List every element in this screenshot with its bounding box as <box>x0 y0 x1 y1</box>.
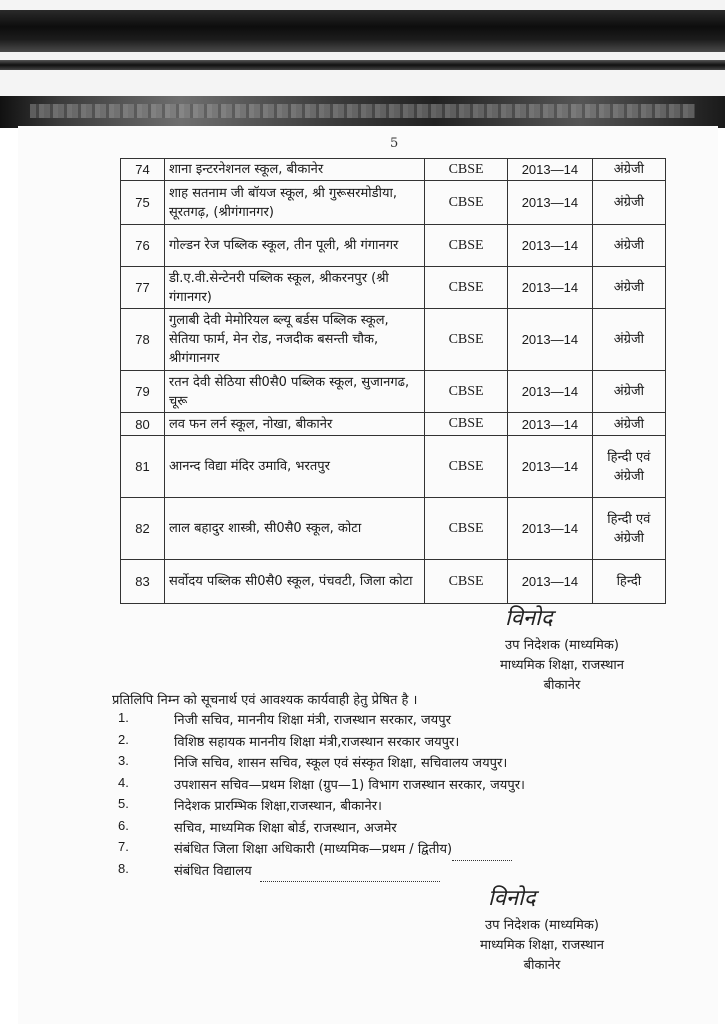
list-item <box>118 796 525 818</box>
school-name: रतन देवी सेठिया सी0सै0 पब्लिक स्कूल, सुजानगढ, चूरू <box>164 371 424 413</box>
board: CBSE <box>425 436 508 498</box>
board: CBSE <box>425 225 508 267</box>
signatory-place: बीकानेर <box>543 678 581 693</box>
list-item <box>118 775 525 797</box>
item-number: 3. <box>118 753 129 768</box>
board: CBSE <box>425 309 508 371</box>
item-text: विशिष्ठ सहायक माननीय शिक्षा मंत्री,राजस्थान सरकार जयपुर। <box>174 734 460 750</box>
item-text: निजि सचिव, शासन सचिव, स्कूल एवं संस्कृत शिक्षा, सचिवालय जयपुर। <box>174 756 508 771</box>
signatory-designation: उप निदेशक (माध्यमिक) <box>485 918 599 933</box>
session-year: 2013—14 <box>508 560 593 604</box>
school-name: लाल बहादुर शास्त्री, सी0सै0 स्कूल, कोटा <box>164 498 424 560</box>
board: CBSE <box>425 413 508 436</box>
signature: विनोद <box>488 886 536 911</box>
serial-number: 83 <box>121 560 165 604</box>
serial-number: 77 <box>121 267 165 309</box>
session-year: 2013—14 <box>508 181 593 225</box>
serial-number: 78 <box>121 309 165 371</box>
medium: अंग्रेजी <box>592 225 665 267</box>
table-row <box>121 225 666 267</box>
session-year: 2013—14 <box>508 413 593 436</box>
signatory-department: माध्यमिक शिक्षा, राजस्थान <box>479 938 604 953</box>
board: CBSE <box>425 181 508 225</box>
table-row <box>121 309 666 371</box>
table-row <box>121 267 666 309</box>
copy-intro: प्रतिलिपि निम्न को सूचनार्थ एवं आवश्यक कार्यवाही हेतु प्रेषित है । <box>112 693 418 708</box>
item-number: 1. <box>118 710 129 725</box>
scan-artifact-band <box>0 10 725 52</box>
list-item <box>118 818 525 840</box>
signature-block <box>462 636 662 696</box>
scan-artifact-band <box>0 60 725 70</box>
session-year: 2013—14 <box>508 309 593 371</box>
item-text: उपशासन सचिव—प्रथम शिक्षा (ग्रुप—1) विभाग राजस्थान सरकार, जयपुर। <box>174 777 525 793</box>
medium: अंग्रेजी <box>592 159 665 181</box>
list-item <box>118 861 525 883</box>
serial-number: 82 <box>121 498 165 560</box>
item-number: 7. <box>118 839 129 854</box>
serial-number: 80 <box>121 413 165 436</box>
session-year: 2013—14 <box>508 267 593 309</box>
medium: हिन्दी <box>592 560 665 604</box>
item-text: निदेशक प्रारम्भिक शिक्षा,राजस्थान, बीकानेर। <box>174 799 382 814</box>
item-text: संबंधित जिला शिक्षा अधिकारी (माध्यमिक—प्रथम / द्वितीय) <box>174 842 453 857</box>
session-year: 2013—14 <box>508 498 593 560</box>
session-year: 2013—14 <box>508 436 593 498</box>
session-year: 2013—14 <box>508 225 593 267</box>
board: CBSE <box>425 267 508 309</box>
medium: हिन्दी एवं अंग्रेजी <box>592 436 665 498</box>
serial-number: 79 <box>121 371 165 413</box>
scan-artifact-texture <box>30 104 695 118</box>
serial-number: 76 <box>121 225 165 267</box>
school-name: लव फन लर्न स्कूल, नोखा, बीकानेर <box>164 413 424 436</box>
signature-block <box>442 916 642 976</box>
board: CBSE <box>425 498 508 560</box>
board: CBSE <box>425 159 508 181</box>
table-row <box>121 560 666 604</box>
blank-line <box>260 861 440 883</box>
table-row <box>121 498 666 560</box>
school-name: डी.ए.वी.सेन्टेनरी पब्लिक स्कूल, श्रीकरनपुर (श्री गंगानगर) <box>164 267 424 309</box>
signatory-designation: उप निदेशक (माध्यमिक) <box>505 638 619 653</box>
item-text: सचिव, माध्यमिक शिक्षा बोर्ड, राजस्थान, अजमेर <box>174 820 397 836</box>
medium: अंग्रेजी <box>592 181 665 225</box>
serial-number: 81 <box>121 436 165 498</box>
school-name: आनन्द विद्या मंदिर उमावि, भरतपुर <box>164 436 424 498</box>
serial-number: 74 <box>121 159 165 181</box>
table-row <box>121 413 666 436</box>
signatory-place: बीकानेर <box>523 958 561 973</box>
medium: अंग्रेजी <box>592 413 665 436</box>
item-text: निजी सचिव, माननीय शिक्षा मंत्री, राजस्थान सरकार, जयपुर <box>174 713 451 728</box>
school-name: शाना इन्टरनेशनल स्कूल, बीकानेर <box>164 159 424 181</box>
medium: अंग्रेजी <box>592 267 665 309</box>
signature: विनोद <box>505 606 553 631</box>
board: CBSE <box>425 560 508 604</box>
item-number: 8. <box>118 860 129 876</box>
list-item <box>118 710 525 732</box>
item-number: 4. <box>118 774 129 790</box>
session-year: 2013—14 <box>508 371 593 413</box>
table-row <box>121 436 666 498</box>
copy-to-list <box>118 710 525 882</box>
item-number: 2. <box>118 731 129 747</box>
board: CBSE <box>425 371 508 413</box>
list-item <box>118 839 525 861</box>
item-text: संबंधित विद्यालय <box>174 863 252 879</box>
schools-table <box>120 158 666 604</box>
serial-number: 75 <box>121 181 165 225</box>
session-year: 2013—14 <box>508 159 593 181</box>
medium: हिन्दी एवं अंग्रेजी <box>592 498 665 560</box>
table-row <box>121 181 666 225</box>
page-number: 5 <box>390 136 399 151</box>
school-name: शाह सतनाम जी बॉयज स्कूल, श्री गुरूसरमोडीया, सूरतगढ़, (श्रीगंगानगर) <box>164 181 424 225</box>
item-number: 5. <box>118 796 129 811</box>
school-name: सर्वोदय पब्लिक सी0सै0 स्कूल, पंचवटी, जिला कोटा <box>164 560 424 604</box>
school-name: गुलाबी देवी मेमोरियल ब्ल्यू बर्डस पब्लिक स्कूल, सेतिया फार्म, मेन रोड, नजदीक बसन्ती चौक, श्रीगंगानगर <box>164 309 424 371</box>
list-item <box>118 732 525 754</box>
medium: अंग्रेजी <box>592 371 665 413</box>
list-item <box>118 753 525 775</box>
blank-line <box>452 839 512 861</box>
medium: अंग्रेजी <box>592 309 665 371</box>
table-row <box>121 159 666 181</box>
signatory-department: माध्यमिक शिक्षा, राजस्थान <box>499 658 624 673</box>
school-name: गोल्डन रेज पब्लिक स्कूल, तीन पूली, श्री गंगानगर <box>164 225 424 267</box>
item-number: 6. <box>118 817 129 833</box>
table-row <box>121 371 666 413</box>
